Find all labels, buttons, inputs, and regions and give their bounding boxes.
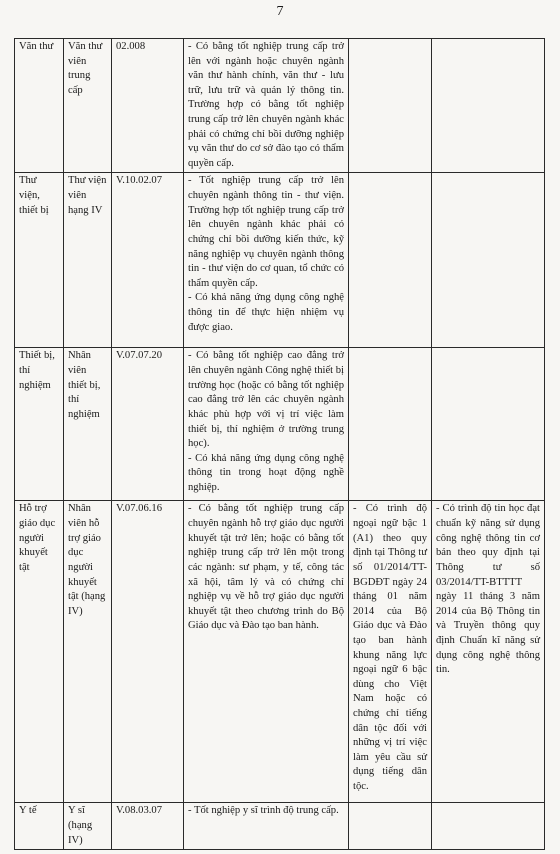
requirement-paragraph: - Có khả năng ứng dụng công nghệ thông tin trong hoạt động nghề nghiệp. [188, 452, 344, 493]
requirement-paragraph: - Có khả năng ứng dụng công nghệ thông tin để thực hiện nhiệm vụ được giao. [188, 292, 344, 333]
table-row [15, 501, 545, 803]
qualification-table [14, 38, 545, 850]
requirements-cell [184, 803, 349, 850]
job-title-cell: Thư viện viên hạng IV [64, 173, 112, 348]
table-row [15, 803, 545, 850]
language-requirement-cell [349, 348, 432, 501]
requirement-paragraph: - Tốt nghiệp y sĩ trình độ trung cấp. [188, 805, 339, 817]
requirement-paragraph: - Tốt nghiệp trung cấp trở lên chuyên ngành thông tin - thư viện. Trường hợp tốt nghiệp trung cấp trở lên chuyên ngành khác phải có chứng chỉ bồi dưỡng kiến thức, kỹ năng nghiệp vụ chuyên ngành thông tin - thư viện do cơ quan, tổ chức có thẩm quyền cấp. [188, 175, 344, 289]
job-title-cell: Nhân viên thiết bị, thí nghiệm [64, 348, 112, 501]
requirements-cell [184, 501, 349, 803]
requirements-cell [184, 173, 349, 348]
table-row [15, 173, 545, 348]
it-requirement-cell [432, 39, 545, 173]
page-number: 7 [276, 4, 284, 19]
job-area-cell: Y tế [15, 803, 64, 850]
language-requirement-cell [349, 173, 432, 348]
requirement-paragraph: - Có bằng tốt nghiệp trung cấp chuyên ngành hỗ trợ giáo dục người khuyết tật trở lên; hoặc có bằng tốt nghiệp trung cấp trở lên một trong các ngành: sư phạm, y tế, công tác xã hội, tâm lý và có chứng chỉ nghiệp vụ về hỗ trợ giáo dục người khuyết tật theo chương trình do Bộ Giáo dục và Đào tạo ban hành. [188, 503, 344, 632]
job-title-cell: Y sĩ (hạng IV) [64, 803, 112, 850]
it-requirement-cell [432, 348, 545, 501]
job-code-cell: V.07.07.20 [112, 348, 184, 501]
language-requirement-cell: - Có trình độ ngoại ngữ bậc 1 (A1) theo quy định tại Thông tư số 01/2014/TT-BGDĐT ngày 24 tháng 01 năm 2014 của Bộ Giáo dục và Đào tạo ban hành khung năng lực ngoại ngữ 6 bậc dùng cho Việt Nam hoặc có chứng chỉ tiếng dân tộc đối với những vị trí việc làm yêu cầu sử dụng tiếng dân tộc. [349, 501, 432, 803]
job-area-cell: Thư viện, thiết bị [15, 173, 64, 348]
language-requirement-cell [349, 39, 432, 173]
requirements-cell [184, 39, 349, 173]
requirement-paragraph: - Có bằng tốt nghiệp cao đẳng trở lên chuyên ngành Công nghệ thiết bị trường học (hoặc có bằng tốt nghiệp cao đẳng trở lên các chuyên ngành khác phù hợp với vị trí việc làm thiết bị, thí nghiệm ở trường trung học). [188, 350, 344, 450]
job-code-cell: V.08.03.07 [112, 803, 184, 850]
it-requirement-cell [432, 173, 545, 348]
it-requirement-cell [432, 803, 545, 850]
job-area-cell: Thiết bị, thí nghiệm [15, 348, 64, 501]
language-requirement-cell [349, 803, 432, 850]
it-requirement-cell: - Có trình độ tin học đạt chuẩn kỹ năng sử dụng công nghệ thông tin cơ bản theo quy định tại Thông tư số 03/2014/TT-BTTTT ngày 11 tháng 3 năm 2014 của Bộ Thông tin và Truyền thông quy định Chuẩn kĩ năng sử dụng công nghệ thông tin. [432, 501, 545, 803]
table-row [15, 39, 545, 173]
job-area-cell: Văn thư [15, 39, 64, 173]
job-code-cell: 02.008 [112, 39, 184, 173]
requirements-cell [184, 348, 349, 501]
job-title-cell: Nhân viên hỗ trợ giáo dục người khuyết tật (hạng IV) [64, 501, 112, 803]
requirement-paragraph: - Có bằng tốt nghiệp trung cấp trở lên với ngành hoặc chuyên ngành văn thư hành chính, văn thư - lưu trữ, lưu trữ và quản lý thông tin. Trường hợp có bằng tốt nghiệp trung cấp trở lên chuyên ngành khác phải có chứng chỉ bồi dưỡng nghiệp vụ văn thư do cơ sở đào tạo có thẩm quyền cấp. [188, 41, 344, 169]
job-code-cell: V.10.02.07 [112, 173, 184, 348]
table-row [15, 348, 545, 501]
job-code-cell: V.07.06.16 [112, 501, 184, 803]
job-title-cell: Văn thư viên trung cấp [64, 39, 112, 173]
job-area-cell: Hỗ trợ giáo dục người khuyết tật [15, 501, 64, 803]
